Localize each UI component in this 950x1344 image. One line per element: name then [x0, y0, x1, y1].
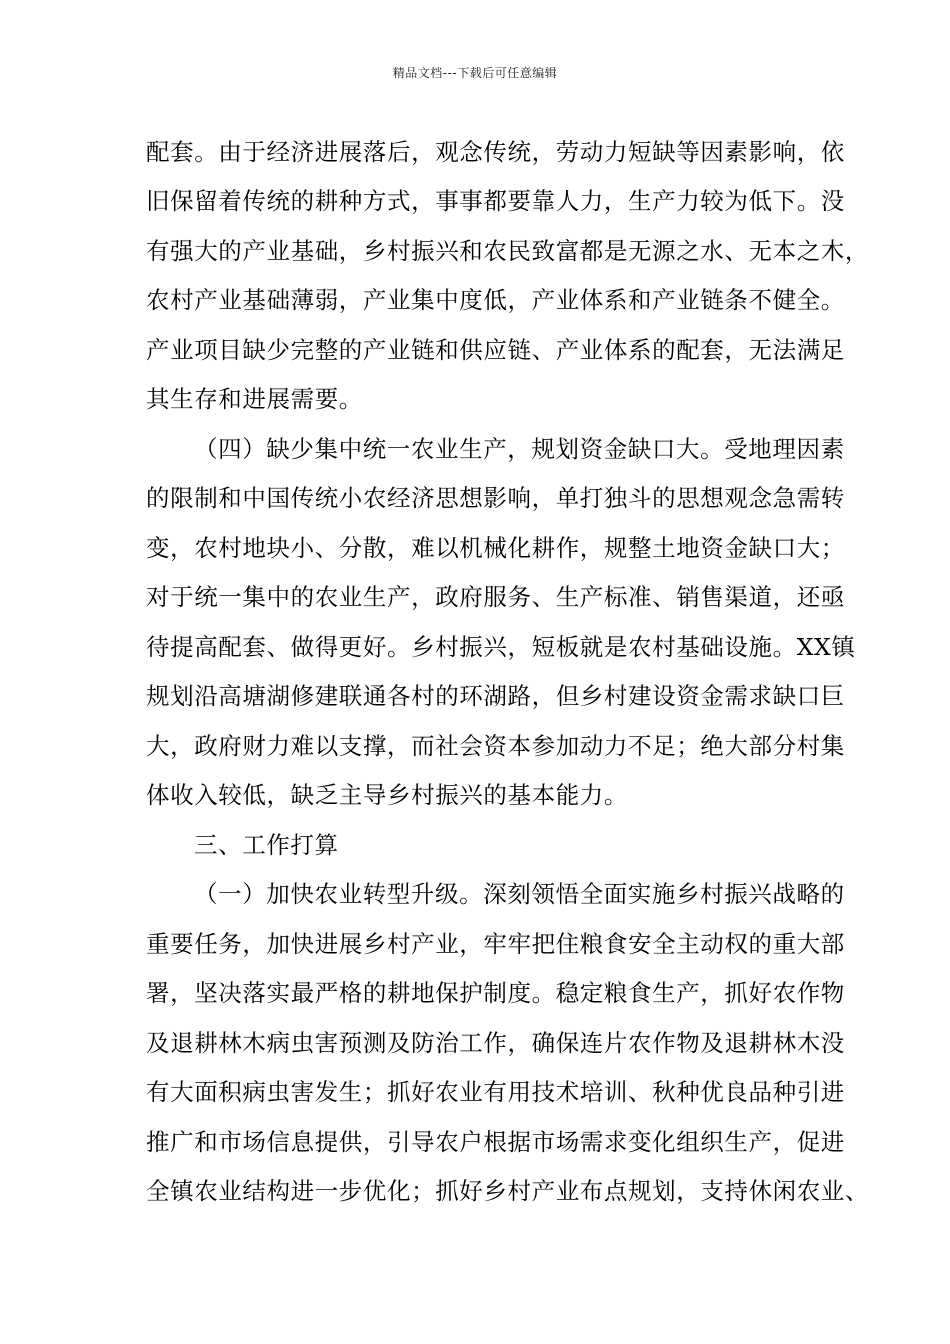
- page-header: 精品文档---下载后可任意编辑: [392, 66, 558, 80]
- text-line: 有强大的产业基础，乡村振兴和农民致富都是无源之水、无本之木，: [146, 237, 869, 265]
- text-line: 及退耕林木病虫害预测及防治工作，确保连片农作物及退耕林木没: [146, 1029, 845, 1057]
- text-line: 产业项目缺少完整的产业链和供应链、产业体系的配套，无法满足: [146, 336, 845, 364]
- text-line: 规划沿高塘湖修建联通各村的环湖路，但乡村建设资金需求缺口巨: [146, 682, 845, 710]
- text-line: 重要任务，加快进展乡村产业，牢牢把住粮食安全主动权的重大部: [146, 930, 845, 958]
- text-line: 待提高配套、做得更好。乡村振兴，短板就是农村基础设施。XX镇: [146, 633, 856, 661]
- text-line: 大，政府财力难以支撑，而社会资本参加动力不足；绝大部分村集: [146, 732, 845, 760]
- text-line: 农村产业基础薄弱，产业集中度低，产业体系和产业链条不健全。: [146, 286, 845, 314]
- section-heading: 三、工作打算: [194, 831, 339, 859]
- text-line: 的限制和中国传统小农经济思想影响，单打独斗的思想观念急需转: [146, 484, 845, 512]
- section-heading: （一）加快农业转型升级。深刻领悟全面实施乡村振兴战略的: [194, 880, 845, 908]
- text-line: 体收入较低，缺乏主导乡村振兴的基本能力。: [146, 781, 628, 809]
- text-line: 全镇农业结构进一步优化；抓好乡村产业布点规划，支持休闲农业、: [146, 1177, 869, 1205]
- text-line: 对于统一集中的农业生产，政府服务、生产标准、销售渠道，还亟: [146, 583, 845, 611]
- text-line: 署，坚决落实最严格的耕地保护制度。稳定粮食生产，抓好农作物: [146, 979, 845, 1007]
- text-line: 配套。由于经济进展落后，观念传统，劳动力短缺等因素影响，依: [146, 138, 845, 166]
- section-heading: （四）缺少集中统一农业生产，规划资金缺口大。受地理因素: [194, 435, 845, 463]
- text-line: 旧保留着传统的耕种方式，事事都要靠人力，生产力较为低下。没: [146, 187, 845, 215]
- text-line: 其生存和进展需要。: [146, 385, 363, 413]
- text-line: 变，农村地块小、分散，难以机械化耕作，规整土地资金缺口大；: [146, 534, 845, 562]
- text-line: 推广和市场信息提供，引导农户根据市场需求变化组织生产，促进: [146, 1128, 845, 1156]
- text-line: 有大面积病虫害发生；抓好农业有用技术培训、秋种优良品种引进: [146, 1078, 845, 1106]
